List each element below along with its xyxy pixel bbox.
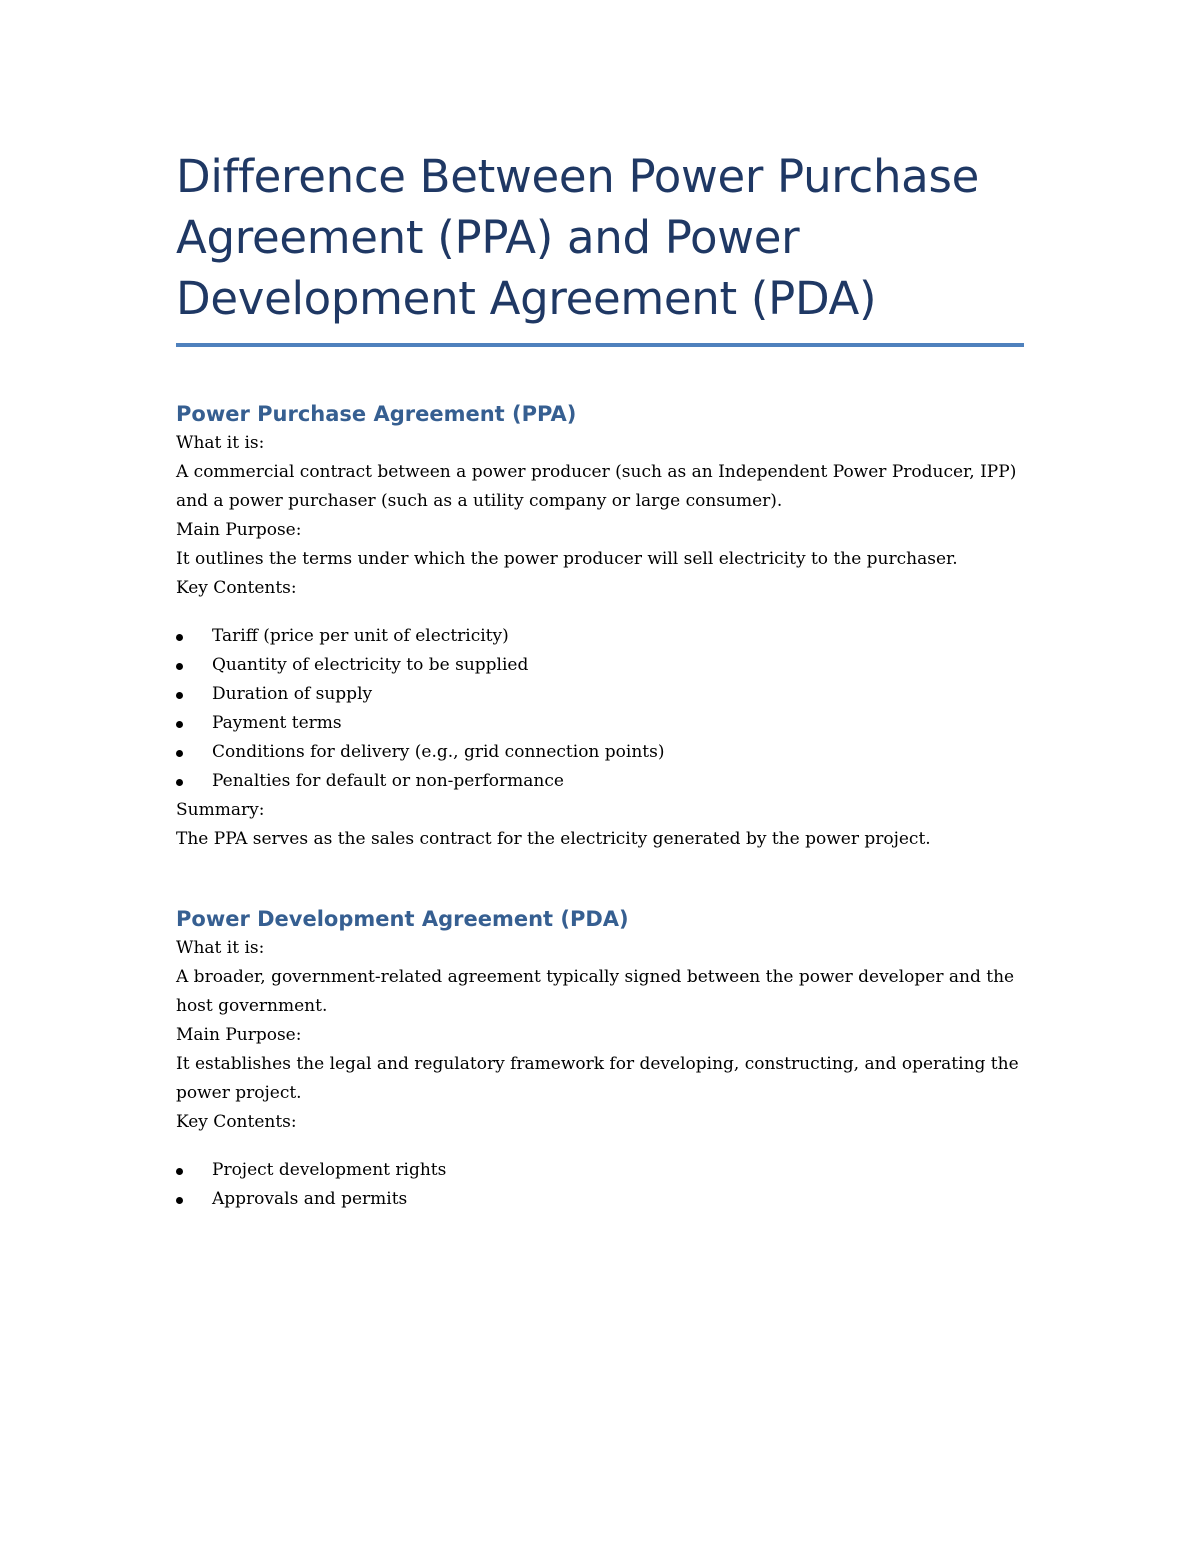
- pda-purpose-label: Main Purpose:: [176, 1025, 302, 1045]
- page-title: Difference Between Power Purchase Agreement (PPA) and Power Development Agreement (PDA): [176, 150, 979, 325]
- ppa-section-heading: Power Purchase Agreement (PPA): [176, 402, 577, 426]
- list-item: [176, 651, 1024, 680]
- list-item: [176, 738, 1024, 767]
- list-item: [176, 767, 1024, 796]
- ppa-contents-label: Key Contents:: [176, 578, 297, 598]
- pda-contents-list: [176, 1156, 1024, 1214]
- pda-contents-label: Key Contents:: [176, 1112, 297, 1132]
- list-item: [176, 680, 1024, 709]
- pda-section-heading: Power Development Agreement (PDA): [176, 907, 629, 931]
- bullet-icon: [176, 663, 183, 670]
- list-item: [176, 1156, 1024, 1185]
- ppa-what-text: A commercial contract between a power producer (such as an Independent Power Producer, IPP) and a power purchaser (such as a utility company or large consumer).: [176, 462, 1017, 511]
- list-item: [176, 622, 1024, 651]
- list-item-text: Duration of supply: [212, 684, 373, 704]
- pda-what-label: What it is:: [176, 938, 265, 958]
- ppa-what-label: What it is:: [176, 433, 265, 453]
- bullet-icon: [176, 721, 183, 728]
- title-underline-rule: [176, 343, 1024, 347]
- ppa-contents-list: [176, 622, 1024, 796]
- list-item-text: Payment terms: [212, 713, 342, 733]
- list-item: [176, 709, 1024, 738]
- bullet-icon: [176, 779, 183, 786]
- list-item-text: Conditions for delivery (e.g., grid connection points): [212, 742, 665, 762]
- list-item-text: Project development rights: [212, 1160, 447, 1180]
- ppa-purpose-label: Main Purpose:: [176, 520, 302, 540]
- pda-purpose-text: It establishes the legal and regulatory framework for developing, constructing, and operating the power project.: [176, 1054, 1019, 1103]
- list-item-text: Approvals and permits: [212, 1189, 408, 1209]
- ppa-purpose-text: It outlines the terms under which the power producer will sell electricity to the purchaser.: [176, 549, 958, 569]
- bullet-icon: [176, 692, 183, 699]
- bullet-icon: [176, 634, 183, 641]
- pda-what-text: A broader, government-related agreement typically signed between the power developer and the host government.: [176, 967, 1015, 1016]
- bullet-icon: [176, 1168, 183, 1175]
- list-item-text: Quantity of electricity to be supplied: [212, 655, 529, 675]
- list-item-text: Penalties for default or non-performance: [212, 771, 564, 791]
- bullet-icon: [176, 750, 183, 757]
- ppa-summary-label: Summary:: [176, 800, 265, 820]
- list-item-text: Tariff (price per unit of electricity): [212, 626, 509, 646]
- ppa-summary-text: The PPA serves as the sales contract for the electricity generated by the power project.: [176, 829, 931, 849]
- bullet-icon: [176, 1197, 183, 1204]
- list-item: [176, 1185, 1024, 1214]
- document-body: [176, 146, 1024, 1214]
